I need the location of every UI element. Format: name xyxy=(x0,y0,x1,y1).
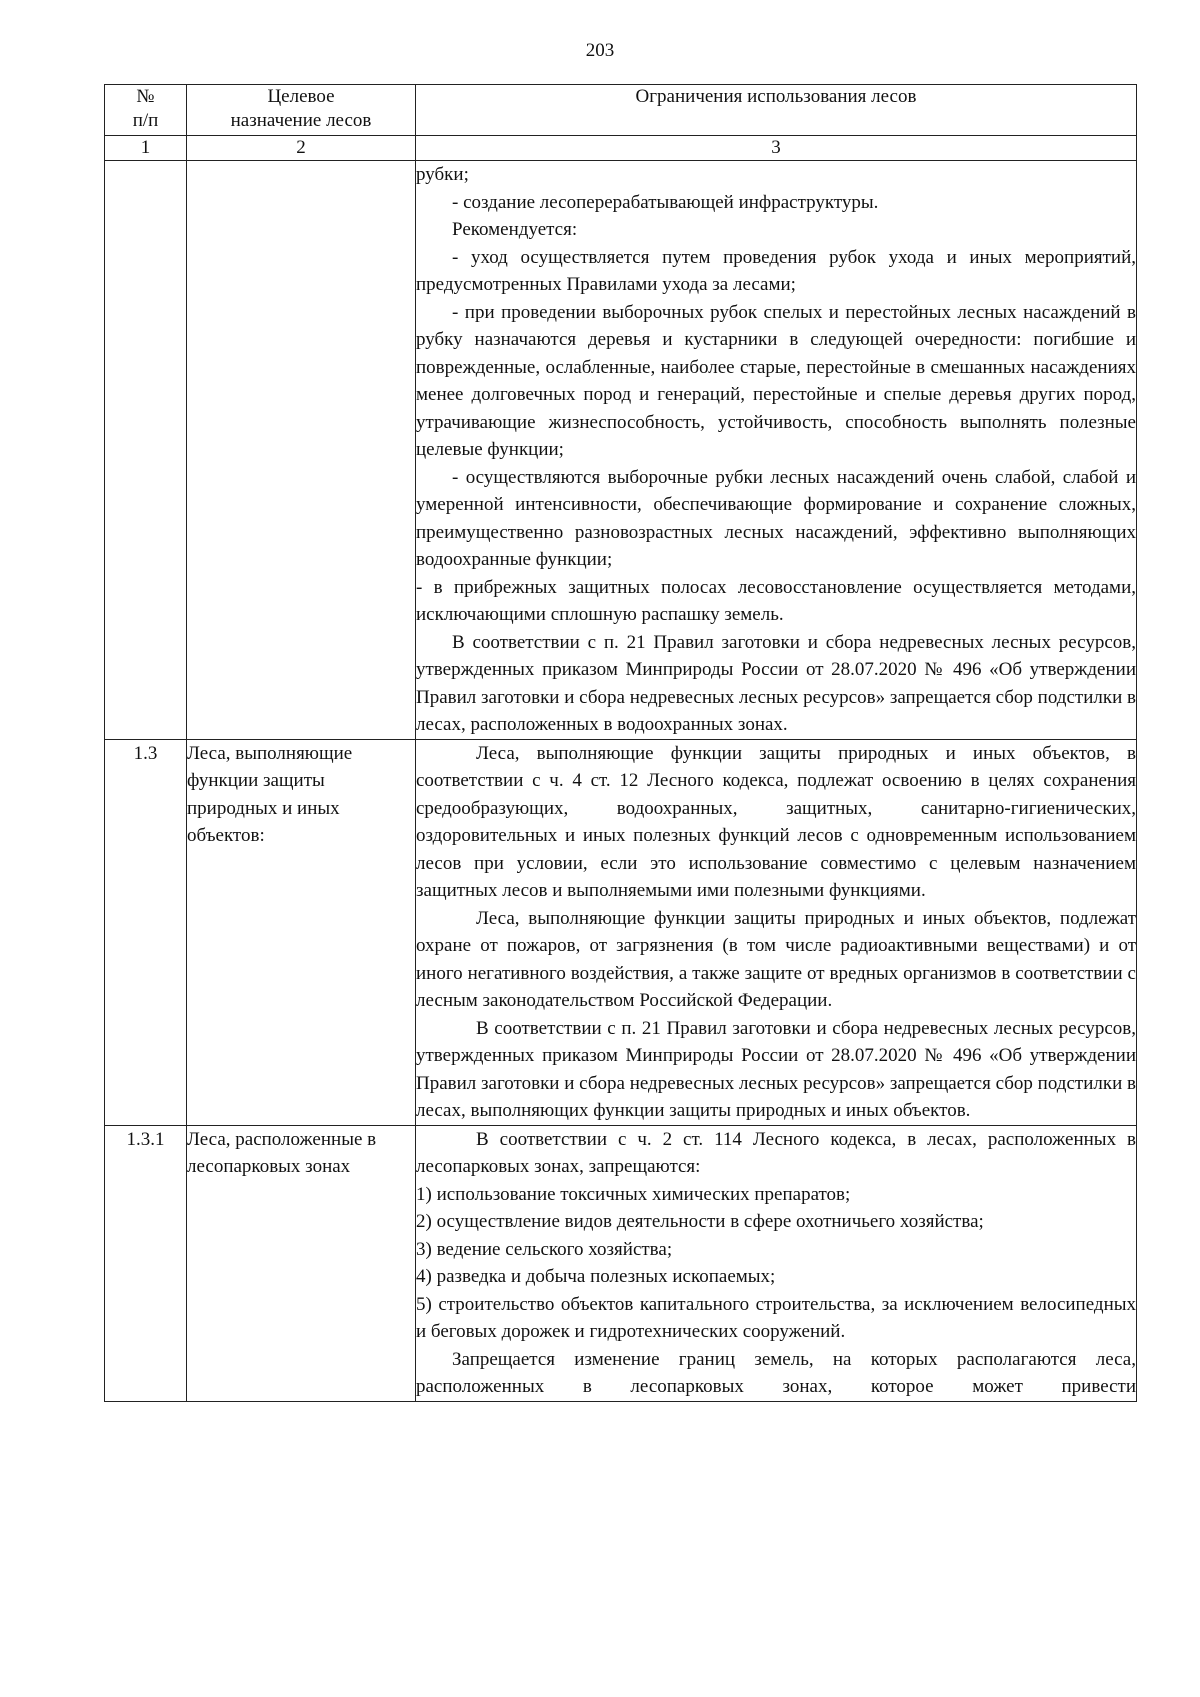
restriction-paragraph: - в прибрежных защитных полосах лесовосстановление осуществляется методами, исключающими сплошную распашку земель. xyxy=(416,576,1136,625)
column-number: 2 xyxy=(187,136,416,161)
restriction-paragraph: Леса, выполняющие функции защиты природных и иных объектов, подлежат охране от пожаров, от загрязнения (в том числе радиоактивными веществами) и от иного негативного воздействия, а также защите от вредных организмов в соответствии с лесным законодательством Российской Федерации. xyxy=(416,907,1136,1011)
restriction-paragraph: - при проведении выборочных рубок спелых и перестойных лесных насаждений в рубку назначаются деревья и кустарники в следующей очередности: погибшие и поврежденные, ослабленные, наиболее старые, перестойные в смешанных насаждениях менее долговечных пород и генераций, перестойные и спелые деревья других пород, утрачивающие жизнеспособность, устойчивость, способность выполнять полезные целевые функции; xyxy=(416,301,1136,460)
restriction-paragraph: 4) разведка и добыча полезных ископаемых; xyxy=(416,1266,776,1287)
header-number-text: № п/п xyxy=(132,86,159,131)
column-number: 1 xyxy=(105,136,187,161)
restriction-paragraph: - осуществляются выборочные рубки лесных насаждений очень слабой, слабой и умеренной интенсивности, обеспечивающие формирование и сохранение сложных, преимущественно разновозрастных лесных насаждений, эффективно выполняющих водоохранные функции; xyxy=(416,466,1136,570)
restriction-paragraph: 1) использование токсичных химических препаратов; xyxy=(416,1183,851,1205)
table-row xyxy=(105,161,1137,740)
header-number xyxy=(105,85,187,136)
forest-restrictions-table xyxy=(104,84,1137,1402)
restriction-paragraph: Рекомендуется: xyxy=(452,219,578,240)
row-number: 1.3 xyxy=(105,739,187,1125)
row-purpose: Леса, выполняющие функции защиты природных и иных объектов: xyxy=(187,739,416,1125)
restriction-paragraph: 2) осуществление видов деятельности в сфере охотничьего хозяйства; xyxy=(416,1211,984,1232)
page-number: 203 xyxy=(585,40,615,61)
restriction-paragraph: 5) строительство объектов капитального строительства, за исключением велосипедных и беговых дорожек и гидротехнических сооружений. xyxy=(416,1293,1136,1342)
restriction-paragraph: 3) ведение сельского хозяйства; xyxy=(416,1238,673,1260)
row-number: 1.3.1 xyxy=(105,1125,187,1401)
table-header-row xyxy=(105,85,1137,136)
row-restrictions xyxy=(416,1125,1137,1401)
header-purpose xyxy=(187,85,416,136)
restriction-paragraph: - создание лесоперерабатывающей инфраструктуры. xyxy=(452,191,879,213)
restriction-paragraph: Леса, выполняющие функции защиты природных и иных объектов, в соответствии с ч. 4 ст. 12 Лесного кодекса, подлежат освоению в целях сохранения средообразующих, водоохранных, защитных, санитарно-гигиенических, оздоровительных и иных полезных функций лесов с одновременным использованием лесов при условии, если это использование совместимо с целевым назначением защитных лесов и выполняемыми ими полезными функциями. xyxy=(416,742,1136,901)
row-number xyxy=(105,161,187,740)
table-row xyxy=(105,1125,1137,1401)
restriction-paragraph: Запрещается изменение границ земель, на которых располагаются леса, расположенных в лесопарковых зонах, которое может привести xyxy=(416,1348,1136,1397)
restriction-paragraph: - уход осуществляется путем проведения рубок ухода и иных мероприятий, предусмотренных Правилами ухода за лесами; xyxy=(416,246,1136,295)
column-number-row xyxy=(105,136,1137,161)
restriction-paragraph: В соответствии с п. 21 Правил заготовки и сбора недревесных лесных ресурсов, утвержденных приказом Минприроды России от 28.07.2020 № 496 «Об утверждении Правил заготовки и сбора недревесных лесных ресурсов» запрещается сбор подстилки в лесах, расположенных в водоохранных зонах. xyxy=(416,631,1136,735)
row-purpose: Леса, расположенные в лесопарковых зонах xyxy=(187,1125,416,1401)
table-row xyxy=(105,739,1137,1125)
column-number: 3 xyxy=(416,136,1137,161)
restriction-paragraph: В соответствии с п. 21 Правил заготовки и сбора недревесных лесных ресурсов, утвержденных приказом Минприроды России от 28.07.2020 № 496 «Об утверждении Правил заготовки и сбора недревесных лесных ресурсов» запрещается сбор подстилки в лесах, выполняющих функции защиты природных и иных объектов. xyxy=(416,1017,1136,1121)
header-purpose-text: Целевое назначение лесов xyxy=(230,86,372,131)
row-restrictions xyxy=(416,739,1137,1125)
header-restrictions: Ограничения использования лесов xyxy=(416,85,1137,136)
row-restrictions xyxy=(416,161,1137,740)
restriction-paragraph: В соответствии с ч. 2 ст. 114 Лесного кодекса, в лесах, расположенных в лесопарковых зонах, запрещаются: xyxy=(416,1128,1136,1177)
row-purpose xyxy=(187,161,416,740)
restriction-paragraph: рубки; xyxy=(416,164,469,185)
